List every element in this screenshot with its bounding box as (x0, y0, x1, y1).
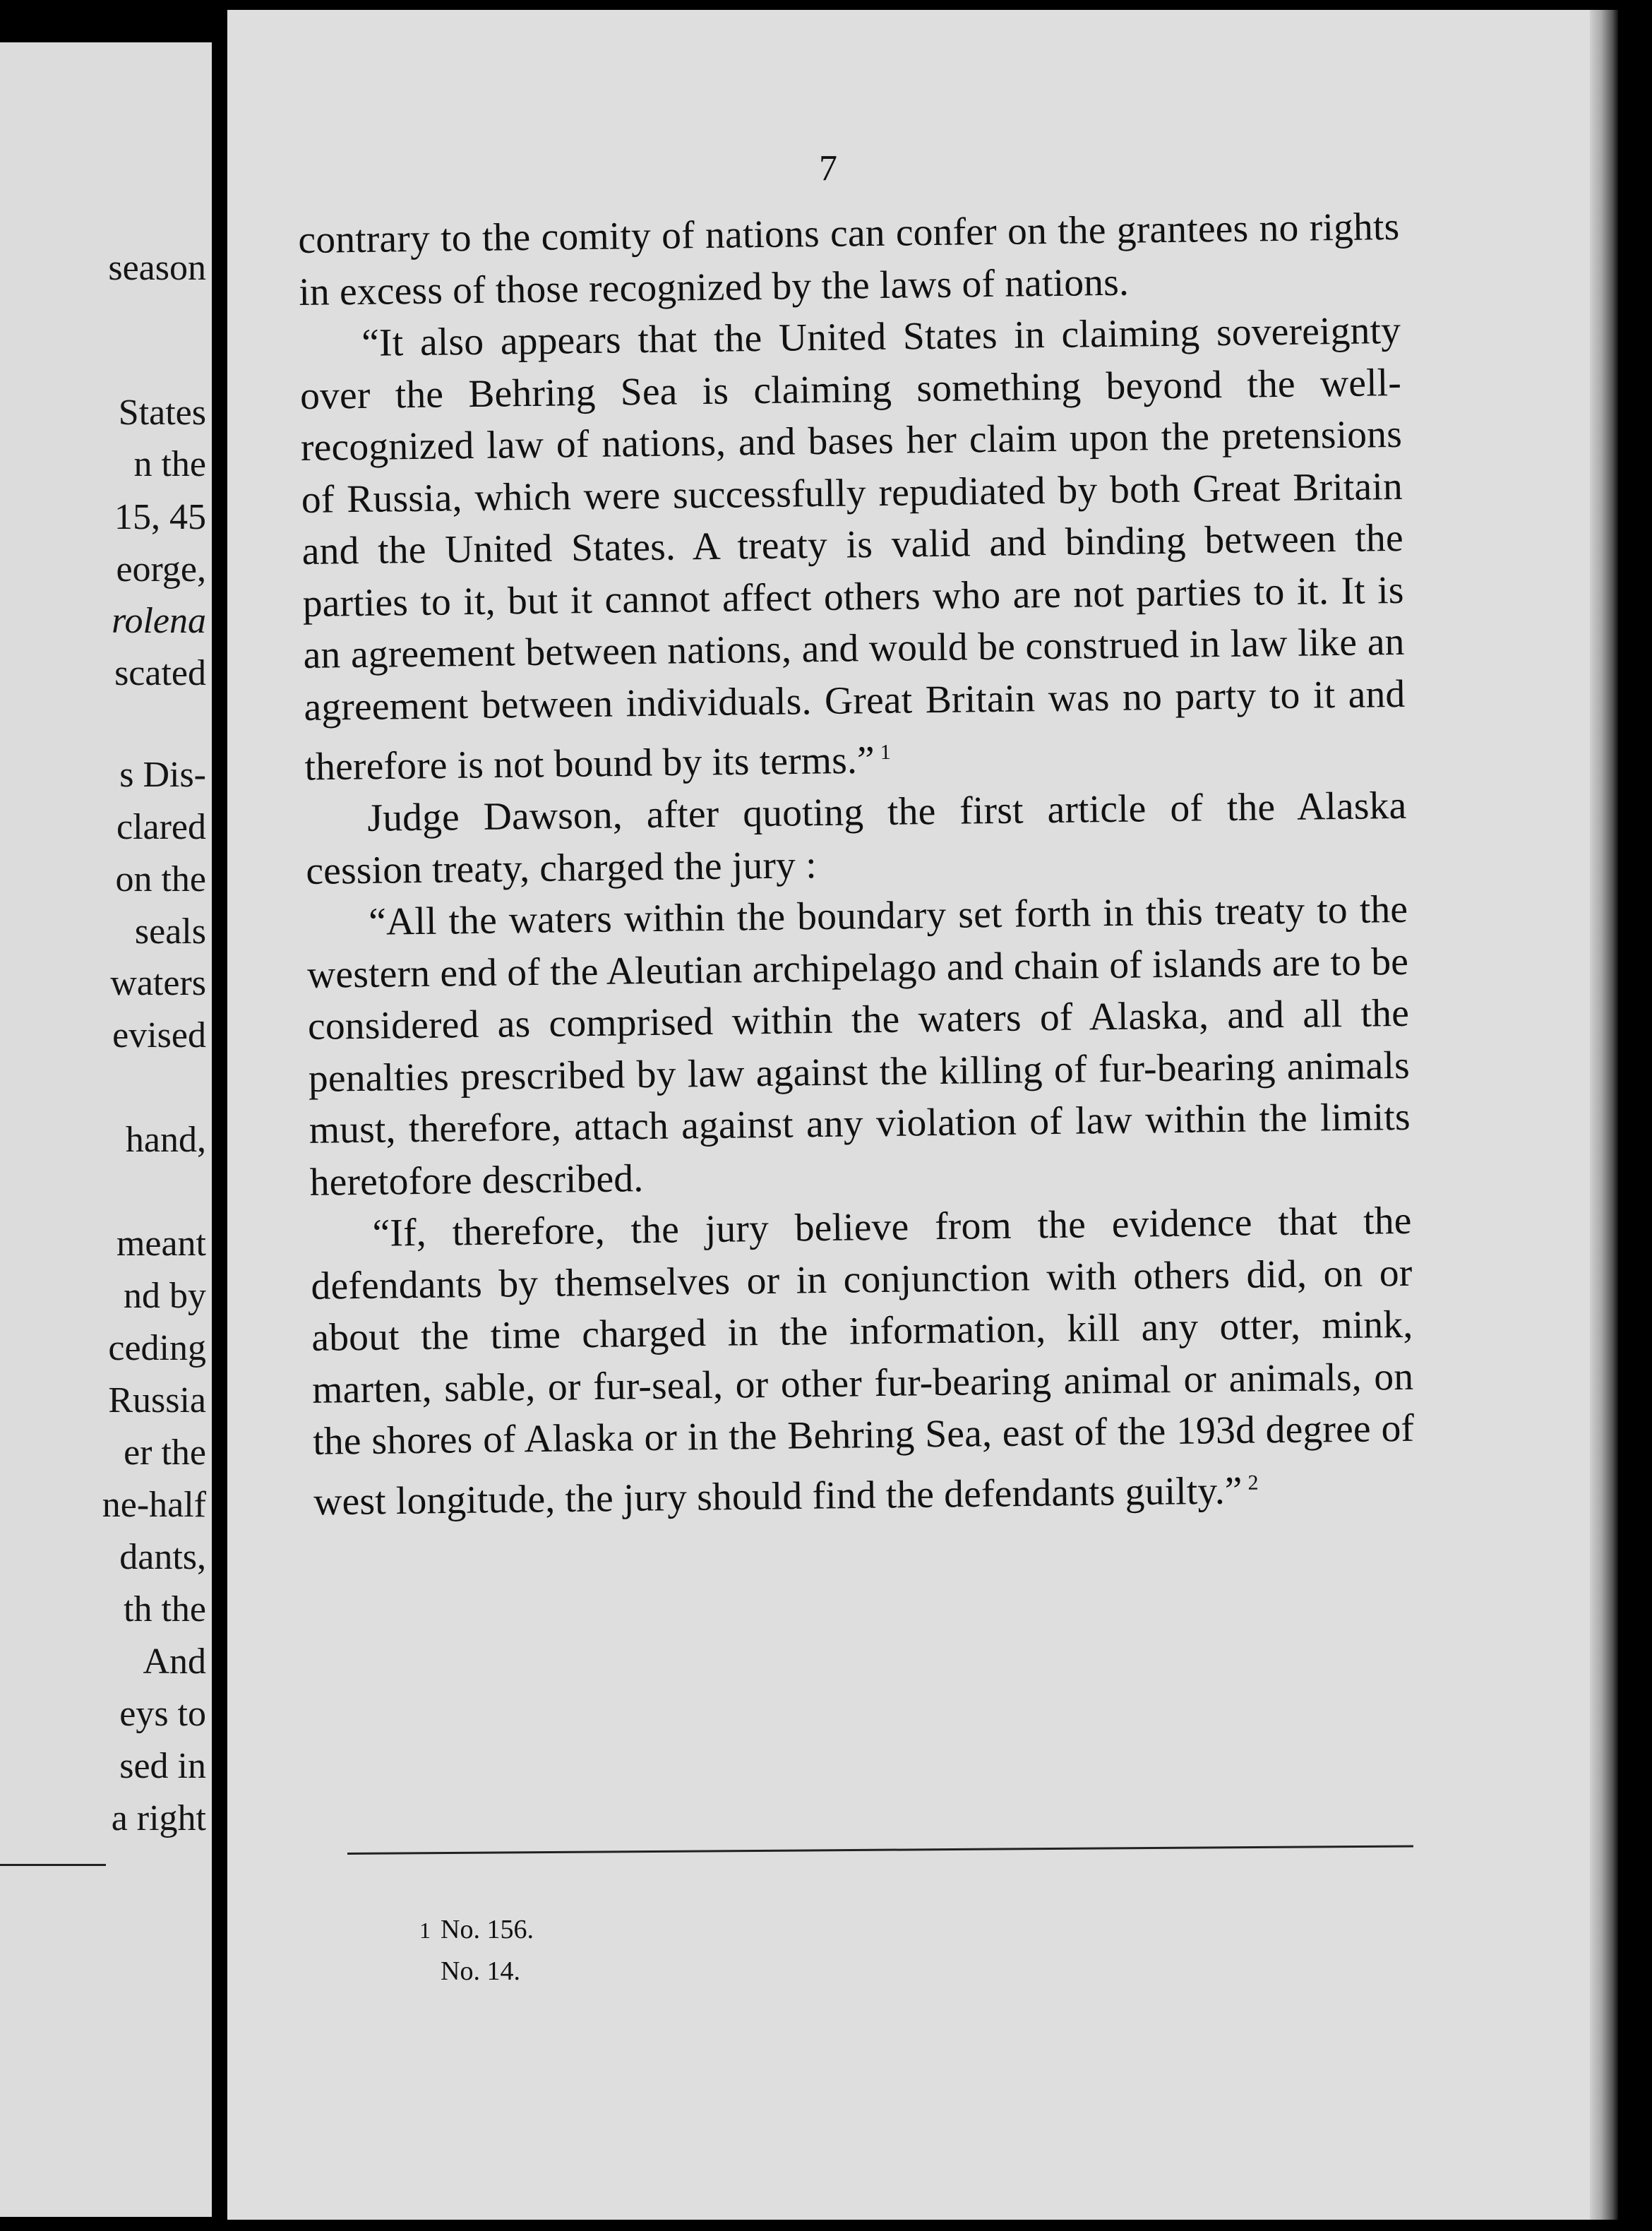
left-page-line: ne-half (102, 1485, 206, 1525)
left-page-fragment (0, 42, 212, 2217)
left-page-line: th the (124, 1589, 206, 1629)
left-page-line: season (108, 248, 206, 288)
left-page-line: Russia (108, 1380, 206, 1420)
left-page-line: And (143, 1641, 206, 1682)
left-page-line: clared (116, 807, 206, 847)
footnote-ref: 2 (1247, 1471, 1259, 1495)
left-page-line: scated (114, 653, 206, 693)
paragraph: contrary to the comity of nations can confer on the grantees no rights in excess of those recognized by the laws of nations. (298, 205, 1400, 314)
paragraph: “If, therefore, the jury believe from the evidence that the defendants by themselves or in conjunction with others did, on or about the time charged in the information, kill any otter, mink, marten, sable, or fur-seal, or other fur-bearing animal or animals, on the shores of Alaska or in the Behring Sea, east of the 193d degree of west longitude, the jury should find the defendants guilty.” $^2$ (311, 1199, 1415, 1524)
left-page-line: States (118, 393, 206, 433)
left-page-line: dants, (119, 1537, 206, 1577)
footnote-ref: 1 (880, 740, 892, 764)
left-page-line: eys to (119, 1694, 206, 1734)
left-footnote-rule (0, 1864, 106, 1866)
left-page-line: waters (110, 963, 206, 1003)
page-edge (1590, 10, 1618, 2220)
left-page-line: a right (111, 1798, 206, 1838)
book-gutter (212, 0, 227, 2231)
paragraph: “It also appears that the United States in claiming sovereignty over the Behring Sea is claiming something beyond the well-recognized law of nations, and bases her claim upon the pretensions of Russia, which were successfully repudiated by both Great Britain and the United States. A treaty is valid and binding between the parties to it, but it cannot affect others who are not parties to it. It is an agreement between nations, and would be construed in law like an agreement between individuals. Great Britain was no party to it and therefore is not bound by its terms.” $^1$ (299, 309, 1406, 789)
left-page-line: sed in (119, 1746, 206, 1786)
left-page-line: on the (115, 859, 206, 899)
left-page-line: evised (112, 1015, 206, 1055)
left-page-line: meant (116, 1224, 206, 1264)
page-number: 7 (819, 148, 837, 189)
left-page-line: n the (133, 444, 206, 484)
body-text (298, 201, 1415, 1528)
right-page (227, 10, 1590, 2220)
left-page-line: ceding (108, 1328, 206, 1368)
left-page-line: eorge, (116, 549, 206, 590)
left-page-line: er the (124, 1432, 206, 1473)
paragraph: Judge Dawson, after quoting the first article of the Alaska cession treaty, charged the jury : (305, 784, 1407, 893)
left-page-line: 15, 45 (114, 497, 206, 537)
footnote: No. 14. (441, 1956, 520, 1986)
left-page-line: hand, (125, 1120, 206, 1160)
footnote-rule (347, 1845, 1413, 1855)
paragraph: “All the waters within the boundary set forth in this treaty to the western end of the Aleutian archipelago and chain of islands are to be considered as comprised within the waters of Alaska, and all the penalties prescribed by law against the killing of fur-bearing animals must, therefore, attach against any violation of law within the limits heretofore described. (306, 887, 1411, 1204)
footnote: 1 No. 156. (419, 1915, 534, 1944)
left-page-line: nd by (124, 1276, 206, 1316)
left-page-line: seals (134, 911, 206, 952)
footnotes (419, 1909, 534, 1992)
left-page-line: rolena (112, 601, 206, 641)
left-page-line: s Dis- (119, 755, 206, 795)
